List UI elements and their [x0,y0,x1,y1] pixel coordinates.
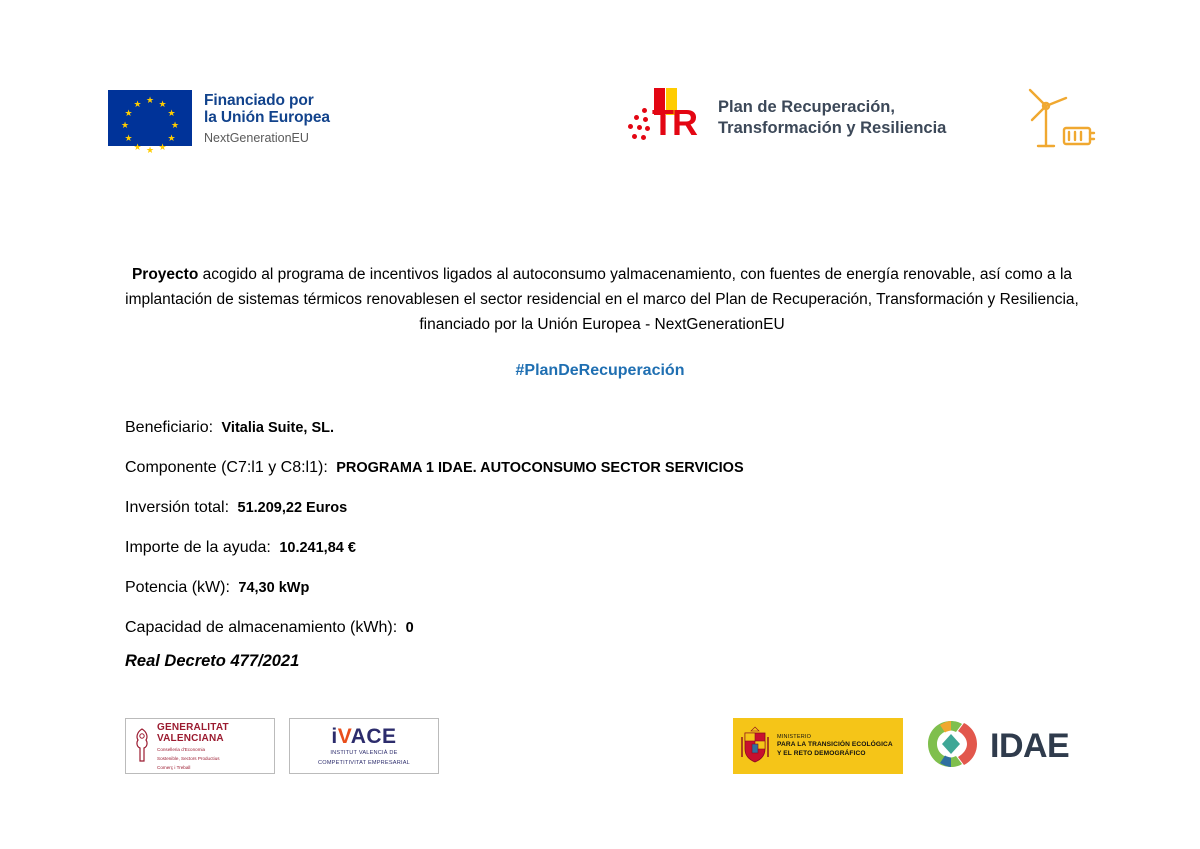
eu-logo-line1: Financiado por [204,92,314,109]
detail-value: 74,30 kWp [238,580,310,596]
detail-label: Importe de la ayuda: [125,539,271,556]
ministerio-line2: PARA LA TRANSICIÓN ECOLÓGICA [777,741,893,748]
plan-logo-line1: Plan de Recuperación, [718,98,895,116]
header-logo-band [0,82,1200,162]
detail-label: Potencia (kW): [125,579,230,596]
detail-row [125,538,1065,558]
detail-row [125,578,1065,598]
detail-label: Inversión total: [125,499,230,516]
detail-row [125,418,1065,438]
intro-bold-lead: Proyecto [131,266,199,283]
footer-logo-band [0,712,1200,784]
detail-label: Beneficiario: [125,419,214,436]
detail-label: Componente (C7:l1 y C8:l1): [125,459,328,476]
detail-row [125,458,1065,478]
intro-paragraph [120,262,1084,337]
generalitat-text [157,722,229,771]
eu-funding-logo [108,90,330,155]
plan-recuperacion-logo [628,88,946,148]
ministerio-logo [733,718,903,774]
detail-row [125,498,1065,518]
generalitat-line2: VALENCIANA [157,732,224,744]
idae-wordmark: IDAE [990,727,1070,765]
government-tr-monogram-icon [628,88,700,148]
ministerio-line1: MINISTERIO [777,734,812,740]
flag-dots-icon [628,108,654,146]
ivace-sub1: INSTITUT VALENCIÀ DE [330,750,398,756]
ivace-v-mark: V [337,725,351,748]
ivace-sub2: COMPETITIVITAT EMPRESARIAL [318,759,410,766]
tr-letters: TR [652,102,696,143]
wind-turbine-battery-icon [1016,84,1098,154]
ivace-wordmark [290,726,438,748]
generalitat-valenciana-logo [125,718,275,774]
spain-coat-of-arms-icon [739,725,771,767]
detail-value: Vitalia Suite, SL. [221,420,335,436]
detail-value: PROGRAMA 1 IDAE. AUTOCONSUMO SECTOR SERVICIOS [336,460,744,476]
eu-logo-line3: NextGenerationEU [204,131,309,145]
eu-flag-icon: ★ ★ ★ ★ ★ ★ ★ ★ ★ ★ ★ ★ [108,90,192,146]
eu-logo-text [204,90,330,146]
generalitat-sub1: Conselleria d'Economia [157,746,206,752]
detail-label: Capacidad de almacenamiento (kWh): [125,619,398,636]
generalitat-sub2: Sostenible, Sectors Productius [157,755,220,761]
detail-value: 51.209,22 Euros [237,500,348,516]
ministerio-text [777,734,893,758]
intro-body-text: acogido al programa de incentivos ligados al autoconsumo yalmacenamiento, con fuentes de energía renovable, así como a la implantación de sistemas térmicos renovablesen el sector residencial en el marco del Plan de Recuperación, Transformación y Resiliencia, financiado por la Unión Europea - NextGenerationEU [125,266,1079,333]
generalitat-crest-icon [132,727,152,765]
plan-logo-line2: Transformación y Resiliencia [718,119,947,137]
ministerio-line3: Y EL RETO DEMOGRÁFICO [777,749,866,757]
ivace-part2: ACE [350,725,397,748]
idae-mark-icon [920,715,982,778]
legal-decree-reference: Real Decreto 477/2021 [125,652,300,670]
detail-value: 0 [405,620,414,636]
generalitat-sub3: Comerç i Treball [157,764,191,770]
hashtag-line: #PlanDeRecuperación [515,362,685,379]
detail-row [125,618,1065,638]
ivace-logo [289,718,439,774]
detail-value: 10.241,84 € [279,540,356,556]
ivace-part1: i [331,725,338,748]
plan-logo-text [718,88,946,139]
generalitat-line1: GENERALITAT [157,721,229,733]
project-details-list [125,418,1065,658]
eu-logo-line2: la Unión Europea [204,109,330,126]
idae-logo [920,716,1100,776]
